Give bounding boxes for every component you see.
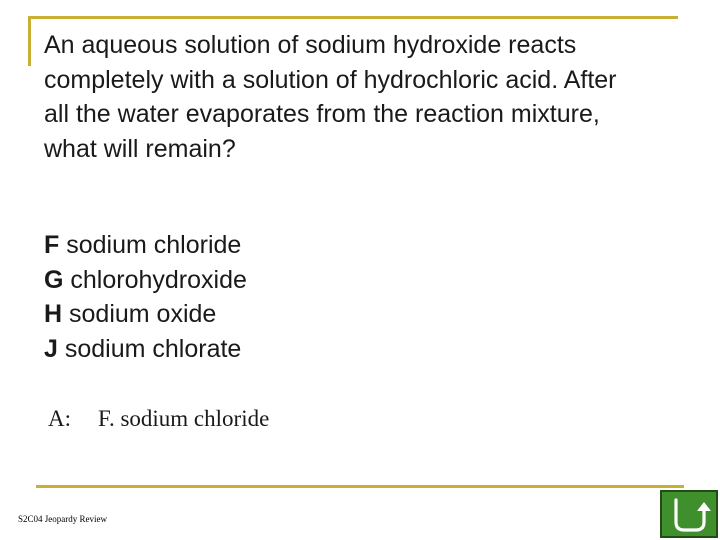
choice-text: sodium chloride (59, 231, 242, 259)
choice-text: chlorohydroxide (63, 265, 247, 294)
left-divider (28, 16, 31, 66)
top-divider (28, 16, 678, 19)
choice-letter: J (44, 334, 58, 363)
answer-prefix: A: (48, 406, 71, 431)
return-button[interactable] (660, 490, 718, 538)
bottom-divider (36, 485, 684, 488)
choice-g (44, 263, 247, 298)
choice-text: sodium chlorate (57, 334, 242, 363)
answer-line (48, 406, 269, 432)
choice-letter: F (44, 231, 60, 259)
choice-letter: H (44, 300, 63, 328)
footer-text: S2C04 Jeopardy Review (18, 514, 107, 524)
choice-f (44, 228, 247, 263)
choice-letter: G (44, 265, 64, 294)
choices-list (44, 228, 247, 366)
choice-j (44, 332, 247, 367)
question-text: An aqueous solution of sodium hydroxide reacts completely with a solution of hydrochloric acid. After all the water evaporates from the reaction mixture, what will remain? (44, 31, 617, 163)
answer-text: F. sodium chloride (98, 406, 270, 431)
return-arrow-icon (662, 492, 716, 536)
choice-text: sodium oxide (62, 300, 217, 328)
choice-h (44, 297, 247, 332)
